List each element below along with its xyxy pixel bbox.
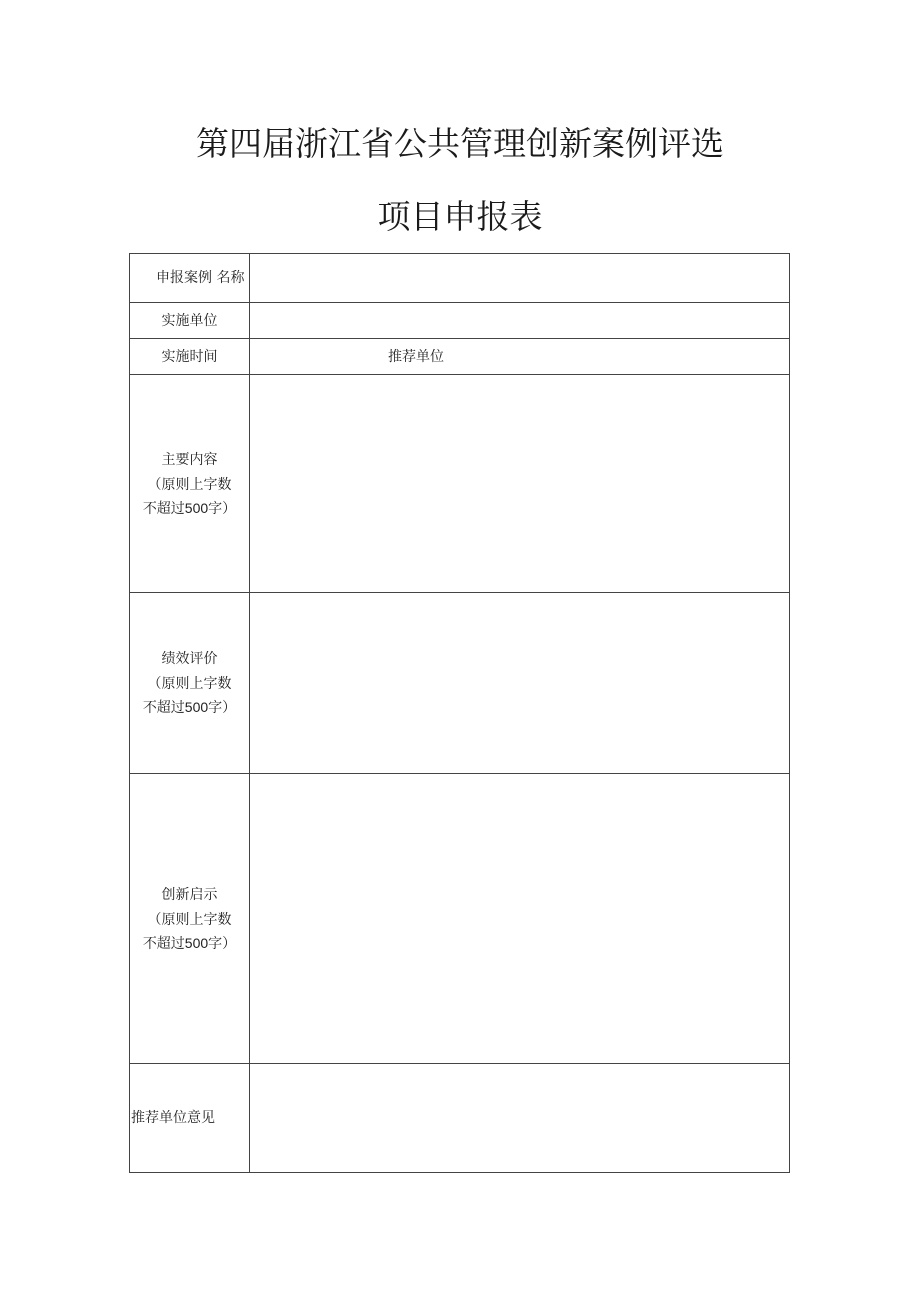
innovation-insights-row [130, 774, 790, 1064]
document-subtitle: 项目申报表 [377, 197, 543, 236]
case-name-field[interactable] [250, 254, 790, 303]
main-content-note-line1: （原则上字数 [147, 475, 232, 492]
innovation-insights-field[interactable] [250, 774, 790, 1064]
implementing-unit-field[interactable] [250, 303, 790, 339]
performance-evaluation-note-line2: 不超过500字） [142, 699, 237, 715]
case-name-label-line2: 名称 [216, 270, 245, 286]
recommending-unit-inline-label: 推荐单位 [388, 348, 444, 365]
innovation-insights-note-line1: （原则上字数 [147, 910, 232, 927]
innovation-insights-title: 创新启示 [161, 886, 218, 903]
main-content-field[interactable] [250, 375, 790, 593]
innovation-insights-note-line2: 不超过500字） [142, 934, 237, 951]
main-content-row [130, 375, 790, 593]
case-name-label [130, 254, 250, 303]
application-form-table [129, 253, 790, 1173]
main-content-label [130, 375, 250, 593]
case-name-label-line1: 申报案例 [156, 270, 212, 286]
main-content-title: 主要内容 [161, 451, 218, 468]
recommending-unit-field[interactable] [250, 339, 790, 375]
recommending-unit-opinion-row [130, 1064, 790, 1173]
case-name-row [130, 254, 790, 303]
performance-evaluation-row [130, 593, 790, 774]
implementing-unit-row [130, 303, 790, 339]
recommending-unit-opinion-field[interactable] [250, 1064, 790, 1173]
recommending-unit-opinion-label: 推荐单位意见 [130, 1064, 250, 1173]
performance-evaluation-label [130, 593, 250, 774]
main-content-note-line2: 不超过500字） [142, 499, 237, 516]
implementation-time-label: 实施时间 [130, 339, 250, 375]
implementation-time-row [130, 339, 790, 375]
implementing-unit-label: 实施单位 [130, 303, 250, 339]
performance-evaluation-field[interactable] [250, 593, 790, 774]
innovation-insights-label [130, 774, 250, 1064]
performance-evaluation-title: 绩效评价 [161, 651, 218, 667]
document-title: 第四届浙江省公共管理创新案例评选 [196, 124, 724, 163]
performance-evaluation-note-line1: （原则上字数 [147, 675, 232, 691]
